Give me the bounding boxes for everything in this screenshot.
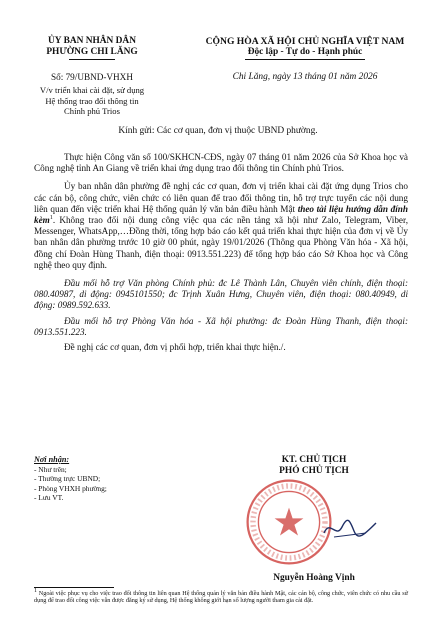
subject-line-1: triển khai cài đặt, sử dụng [54,85,145,95]
subject-line-2: Hệ thống trao đổi thông tin [45,95,139,106]
footnote [34,587,409,605]
document-number: Số: 79/UBND-VHXH [51,72,133,82]
receiver-item: - Phòng VHXH phường; [34,483,107,493]
receiver-item: - Thường trực UBND; [34,474,101,484]
signature-block [224,455,404,583]
body-paragraph-2-part-a: Ủy ban nhân dân phường đề nghị các cơ quan, đơn vị triển khai cài đặt ứng dụng Trios cho các cán bộ, công chức, viên chức có liên quan để trao đổi thông tin, hỗ trợ trực tuyến các nội dung liên quan đến việc triển khai Hệ thống quản lý văn bản điều hành Mật [34,181,408,214]
signer-name: Nguyễn Hoàng Vịnh [273,573,355,583]
attachment-note: theo tài liệu hướng dẫn đính kèm [34,203,408,226]
document-subject [8,85,176,117]
issuing-agency [8,36,176,60]
footnote-text: Ngoài việc phục vụ cho việc trao đổi thông tin liên quan Hệ thống quản lý văn bản điều hành Mật, các cán bộ, công chức, viên chức có nhu cầu sử dụng để trao đổi công việc vẫn được đăng ký sử dụng, Hệ thống không giới hạn số lượng người tham gia cài đặt. [34,590,409,605]
agency-line-2: PHƯỜNG CHI LĂNG [46,47,138,57]
nation-title: CỘNG HÒA XÃ HỘI CHỦ NGHĨA VIỆT NAM [205,36,405,47]
footnote-ref[interactable]: 1 [49,214,53,221]
receiver-item: - Lưu VT. [34,493,64,503]
signature-kt: KT. CHỦ TỊCH [281,455,347,465]
signature-position: PHÓ CHỦ TỊCH [279,466,349,476]
agency-line-1: ỦY BAN NHÂN DÂN [48,36,136,46]
closing-paragraph: Đề nghị các cơ quan, đơn vị phối hợp, triển khai thực hiện./. [64,342,286,353]
footnote-number: 1 [34,587,37,594]
handwritten-signature-icon [320,513,380,543]
support-contact-ward: Đầu mối hỗ trợ Phòng Văn hóa - Xã hội phường: đc Đoàn Hùng Thanh, điện thoại: 0913.551.223. [34,315,408,337]
support-contact-government: Đầu mối hỗ trợ Văn phòng Chính phủ: đc Lê Thành Lân, Chuyên viên chính, điện thoại: 080.40987, di động: 0945101550; đc Trịnh Xuân Hưng, Chuyên viên, điện thoại: 080.40949, di động: 0989.592.633. [34,278,408,311]
footnote-divider [34,587,114,588]
motto-underline [245,59,365,60]
national-header [180,36,430,60]
recipients-line: Kính gửi: Các cơ quan, đơn vị thuộc UBND phường. [118,126,318,136]
receivers-title: Nơi nhận: [34,455,70,464]
subject-line-3: Chính phủ Trios [64,106,120,116]
agency-underline [69,59,115,60]
body-paragraph-1: Thực hiện Công văn số 100/SKHCN-CĐS, ngày 07 tháng 01 năm 2026 của Sở Khoa học và Công nghệ tỉnh An Giang về triển khai ứng dụng trao đổi thông tin Chính phủ Trios. [34,152,408,174]
receivers-block [34,455,194,503]
body-paragraph-2-part-b: . Không trao đổi nội dung công việc qua các nền tảng xã hội như Zalo, Telegram, Viber, Messenger, WhatsApp,…Đồng thời, tổng hợp báo cáo kết quả triển khai thực hiện của đơn vị về Ủy ban nhân dân phường trước 10 giờ 00 phút, ngày 19/01/2026 (Thông qua Phòng Văn hóa - Xã hội, đồng chí Đoàn Hùng Thanh, điện thoại: 0913.551.223) để tổng hợp báo cáo Sở Khoa học và Công nghệ theo quy định. [34,215,408,270]
body-paragraph-2 [34,181,408,271]
date-line: Chi Lăng, ngày 13 tháng 01 năm 2026 [232,72,378,82]
national-motto: Độc lập - Tự do - Hạnh phúc [247,47,363,57]
receiver-item: - Như trên; [34,464,67,474]
subject-prefix: V/v [39,85,53,95]
document-body [34,152,408,360]
